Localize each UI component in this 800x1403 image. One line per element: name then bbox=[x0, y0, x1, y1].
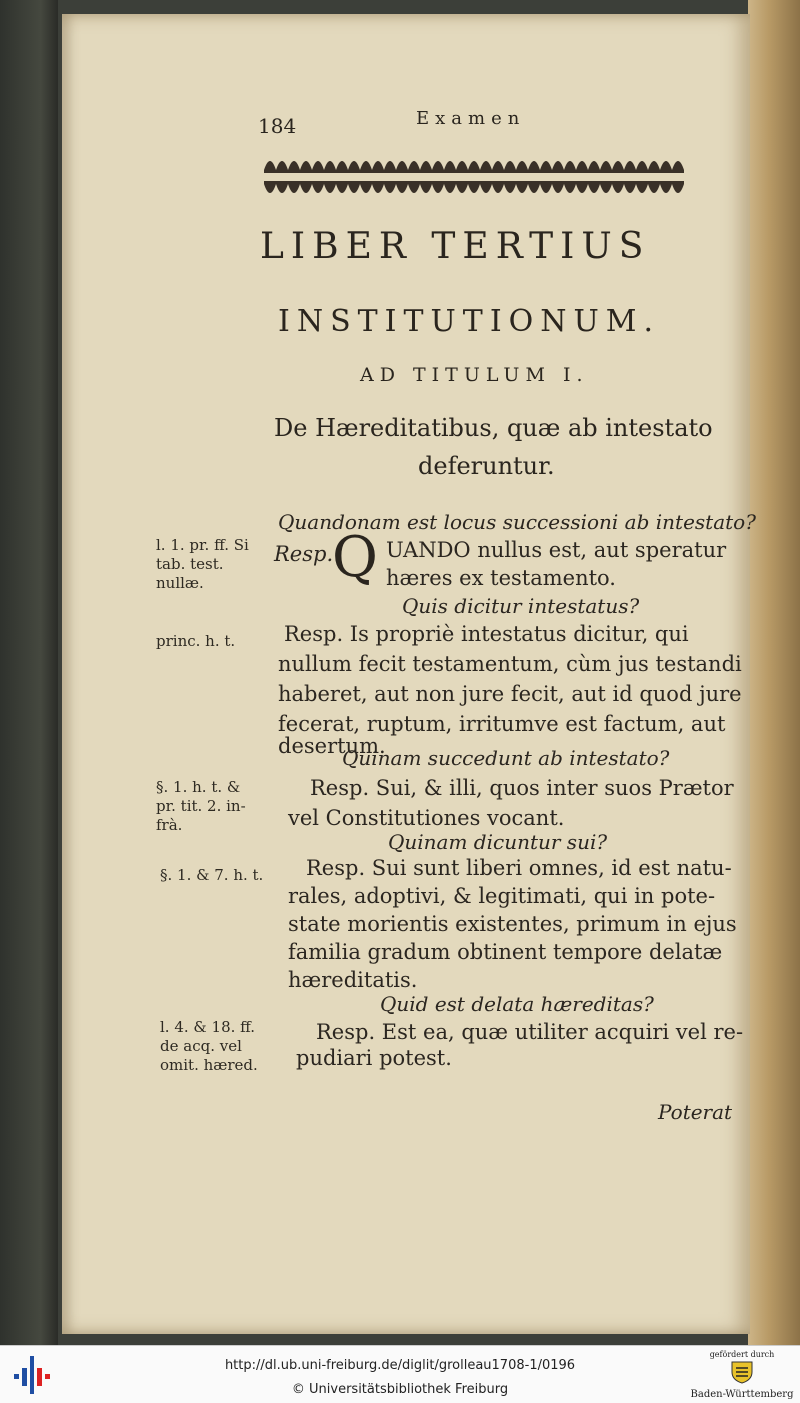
margin-note-2: princ. h. t. bbox=[156, 632, 236, 650]
answer-4-line1: Resp. Sui sunt liberi omnes, id est natu- bbox=[306, 856, 732, 880]
ornament-band-top-icon bbox=[258, 152, 694, 174]
book-page bbox=[62, 14, 756, 1334]
running-head: Examen bbox=[416, 108, 526, 129]
book-cover-left bbox=[0, 0, 58, 1345]
answer-4-line2: rales, adoptivi, & legitimati, qui in pote- bbox=[288, 884, 716, 908]
answer-1-line1: UANDO nullus est, aut speratur bbox=[386, 538, 727, 562]
footer-bar bbox=[0, 1345, 800, 1403]
funded-by-label: gefördert durch bbox=[709, 1350, 775, 1359]
answer-1-line2: hæres ex testamento. bbox=[386, 566, 616, 590]
title-liber-tertius: LIBER TERTIUS bbox=[260, 226, 651, 267]
chapter-heading-line1: De Hæreditatibus, quæ ab intestato bbox=[274, 414, 713, 442]
margin-note-4: §. 1. & 7. h. t. bbox=[160, 866, 264, 884]
question-3: Quinam succedunt ab intestato? bbox=[342, 746, 670, 770]
question-1: Quandonam est locus successioni ab intestato? bbox=[278, 510, 756, 534]
answer-1-resp: Resp. bbox=[274, 542, 334, 566]
answer-4-line3: state morientis existentes, primum in ejus bbox=[288, 912, 737, 936]
catchword: Poterat bbox=[658, 1100, 733, 1124]
answer-2-line2: nullum fecit testamentum, cùm jus testandi bbox=[278, 652, 742, 676]
answer-2-line1: Resp. Is propriè intestatus dicitur, qui bbox=[284, 622, 689, 646]
answer-3-line1: Resp. Sui, & illi, quos inter suos Prætor bbox=[310, 776, 734, 800]
question-5: Quid est delata hæreditas? bbox=[380, 992, 654, 1016]
question-4: Quinam dicuntur sui? bbox=[388, 830, 608, 854]
book-page-edge-right bbox=[748, 0, 800, 1345]
funder-name: Baden-Württemberg bbox=[690, 1389, 794, 1400]
drop-cap: Q bbox=[332, 525, 378, 590]
answer-2-line5: desertum. bbox=[278, 734, 386, 758]
chapter-heading-line2: deferuntur. bbox=[418, 452, 555, 480]
margin-note-3: §. 1. h. t. & pr. tit. 2. in- frà. bbox=[156, 778, 246, 834]
answer-5-line2: pudiari potest. bbox=[296, 1046, 452, 1070]
margin-note-5: l. 4. & 18. ff. de acq. vel omit. hæred. bbox=[160, 1018, 258, 1074]
copyright-text: © Universitätsbibliothek Freiburg bbox=[291, 1382, 509, 1397]
section-title: AD TITULUM I. bbox=[360, 364, 589, 386]
funding-badge bbox=[690, 1348, 794, 1402]
answer-3-line2: vel Constitutiones vocant. bbox=[288, 806, 565, 830]
ornament-band-bottom-icon bbox=[258, 180, 694, 202]
answer-4-line5: hæreditatis. bbox=[288, 968, 418, 992]
answer-4-line4: familia gradum obtinent tempore delatæ bbox=[288, 940, 723, 964]
answer-5-line1: Resp. Est ea, quæ utiliter acquiri vel re- bbox=[316, 1020, 744, 1044]
coat-of-arms-icon bbox=[729, 1360, 755, 1384]
title-institutionum: INSTITUTIONUM. bbox=[278, 304, 661, 339]
question-2: Quis dicitur intestatus? bbox=[402, 594, 640, 618]
answer-2-line3: haberet, aut non jure fecit, aut id quod jure bbox=[278, 682, 742, 706]
answer-2-line4: fecerat, ruptum, irritumve est factum, aut bbox=[278, 712, 726, 736]
margin-note-1: l. 1. pr. ff. Si tab. test. nullæ. bbox=[156, 536, 249, 592]
document-url-link[interactable]: http://dl.ub.uni-freiburg.de/diglit/grolleau1708-1/0196 bbox=[224, 1358, 576, 1373]
page-number: 184 bbox=[258, 114, 297, 138]
